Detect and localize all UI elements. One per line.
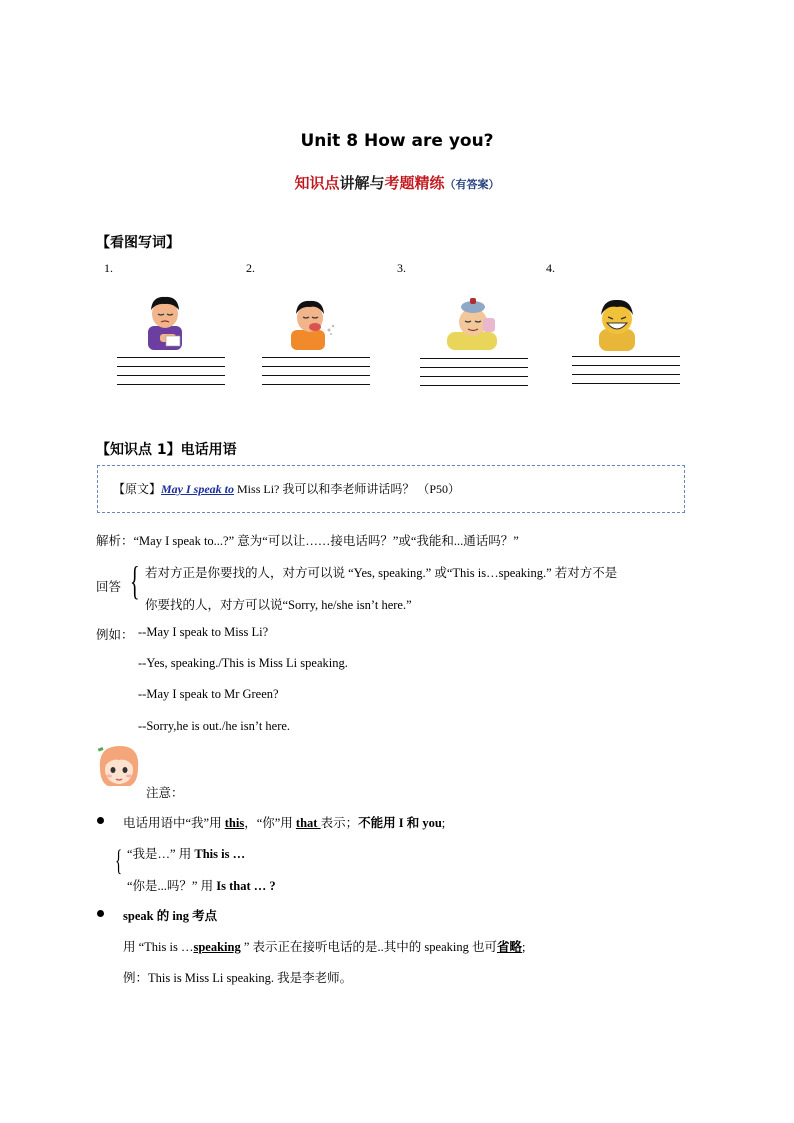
example-label: 例如： <box>96 628 134 642</box>
subtitle-part1: 知识点 <box>294 174 340 192</box>
subtitle-part3: 考题精练 <box>384 174 445 192</box>
example-line-3: --May I speak to Mr Green? <box>138 687 279 701</box>
document-title: Unit 8 How are you? <box>300 131 494 151</box>
brace-answer: { <box>130 558 140 603</box>
bullet1-that: that <box>295 816 321 830</box>
usage-e: ; <box>521 940 526 954</box>
answer-lines-3[interactable] <box>420 358 528 394</box>
quote-prefix: 【原文】 <box>113 482 162 496</box>
bullet-text-1 <box>123 813 445 831</box>
bullet1-part2: ，“你”用 <box>244 816 296 830</box>
usage-c: ” 表示正在接听电话的是..其中的 speaking 也可 <box>240 940 497 954</box>
answer-lines-4[interactable] <box>572 356 680 392</box>
happy-boy-icon <box>593 295 641 351</box>
sub-line-1 <box>127 844 245 862</box>
sub1-b: This is … <box>194 847 246 861</box>
item-number-1: 1. <box>104 261 113 275</box>
bullet1-part3: 表示； <box>320 816 359 830</box>
section-heading-knowledge1: 【知识点 1】电话用语 <box>96 442 237 458</box>
item-number-2: 2. <box>246 261 255 275</box>
bullet1-this: this <box>224 816 245 830</box>
bullet-text-2: speak 的 ing 考点 <box>123 909 218 923</box>
usage-a: 用 “This is … <box>123 940 194 954</box>
example-line-1: --May I speak to Miss Li? <box>138 625 269 639</box>
quote-text <box>113 480 460 497</box>
example-line-2: --Yes, speaking./This is Miss Li speaking. <box>138 656 348 670</box>
answer-line-1: 若对方正是你要找的人，对方可以说 “Yes, speaking.” 或“This is…speaking.” 若对方不是 <box>145 566 618 580</box>
bullet-dot-2 <box>97 910 104 917</box>
answer-line-2: 你要找的人，对方可以说“Sorry, he/she isn’t here.” <box>145 598 412 612</box>
document-subtitle <box>0 172 794 193</box>
brace-sub: { <box>115 844 123 877</box>
bullet-dot-1 <box>97 817 104 824</box>
usage-b: speaking <box>193 940 241 954</box>
tired-boy-icon <box>140 292 190 350</box>
girl-avatar-icon <box>94 742 144 790</box>
coughing-boy-icon <box>287 296 339 350</box>
sub2-a: “你是...吗？” 用 <box>127 879 217 893</box>
usage-line <box>123 937 525 955</box>
answer-lines-1[interactable] <box>117 357 225 393</box>
note-label: 注意： <box>146 786 184 800</box>
example2-line: 例：This is Miss Li speaking. 我是李老师。 <box>123 971 353 985</box>
section-heading-pictures: 【看图写词】 <box>96 235 180 251</box>
sub-line-2 <box>127 876 276 894</box>
sick-boy-icon <box>445 296 503 350</box>
answer-label: 回答 <box>96 580 122 594</box>
bullet1-part1: 电话用语中“我”用 <box>123 816 225 830</box>
item-number-4: 4. <box>546 261 555 275</box>
subtitle-part2: 讲解与 <box>339 174 385 192</box>
subtitle-note: （有答案） <box>444 178 500 191</box>
bullet1-part4: 不能用 I 和 you <box>358 816 442 830</box>
item-number-3: 3. <box>397 261 406 275</box>
quote-link[interactable]: May I speak to <box>161 482 235 496</box>
sub2-b: Is that … ? <box>216 879 276 893</box>
sub1-a: “我是…” 用 <box>127 847 195 861</box>
quote-rest: Miss Li? 我可以和李老师讲话吗？ （P50） <box>234 482 461 496</box>
answer-lines-2[interactable] <box>262 357 370 393</box>
bullet1-part5: ; <box>441 816 446 830</box>
example-line-4: --Sorry,he is out./he isn’t here. <box>138 719 291 733</box>
usage-d: 省略 <box>496 940 522 954</box>
analysis-text: 解析：“May I speak to...?” 意为“可以让……接电话吗？”或“我能和...通话吗？” <box>96 534 519 548</box>
